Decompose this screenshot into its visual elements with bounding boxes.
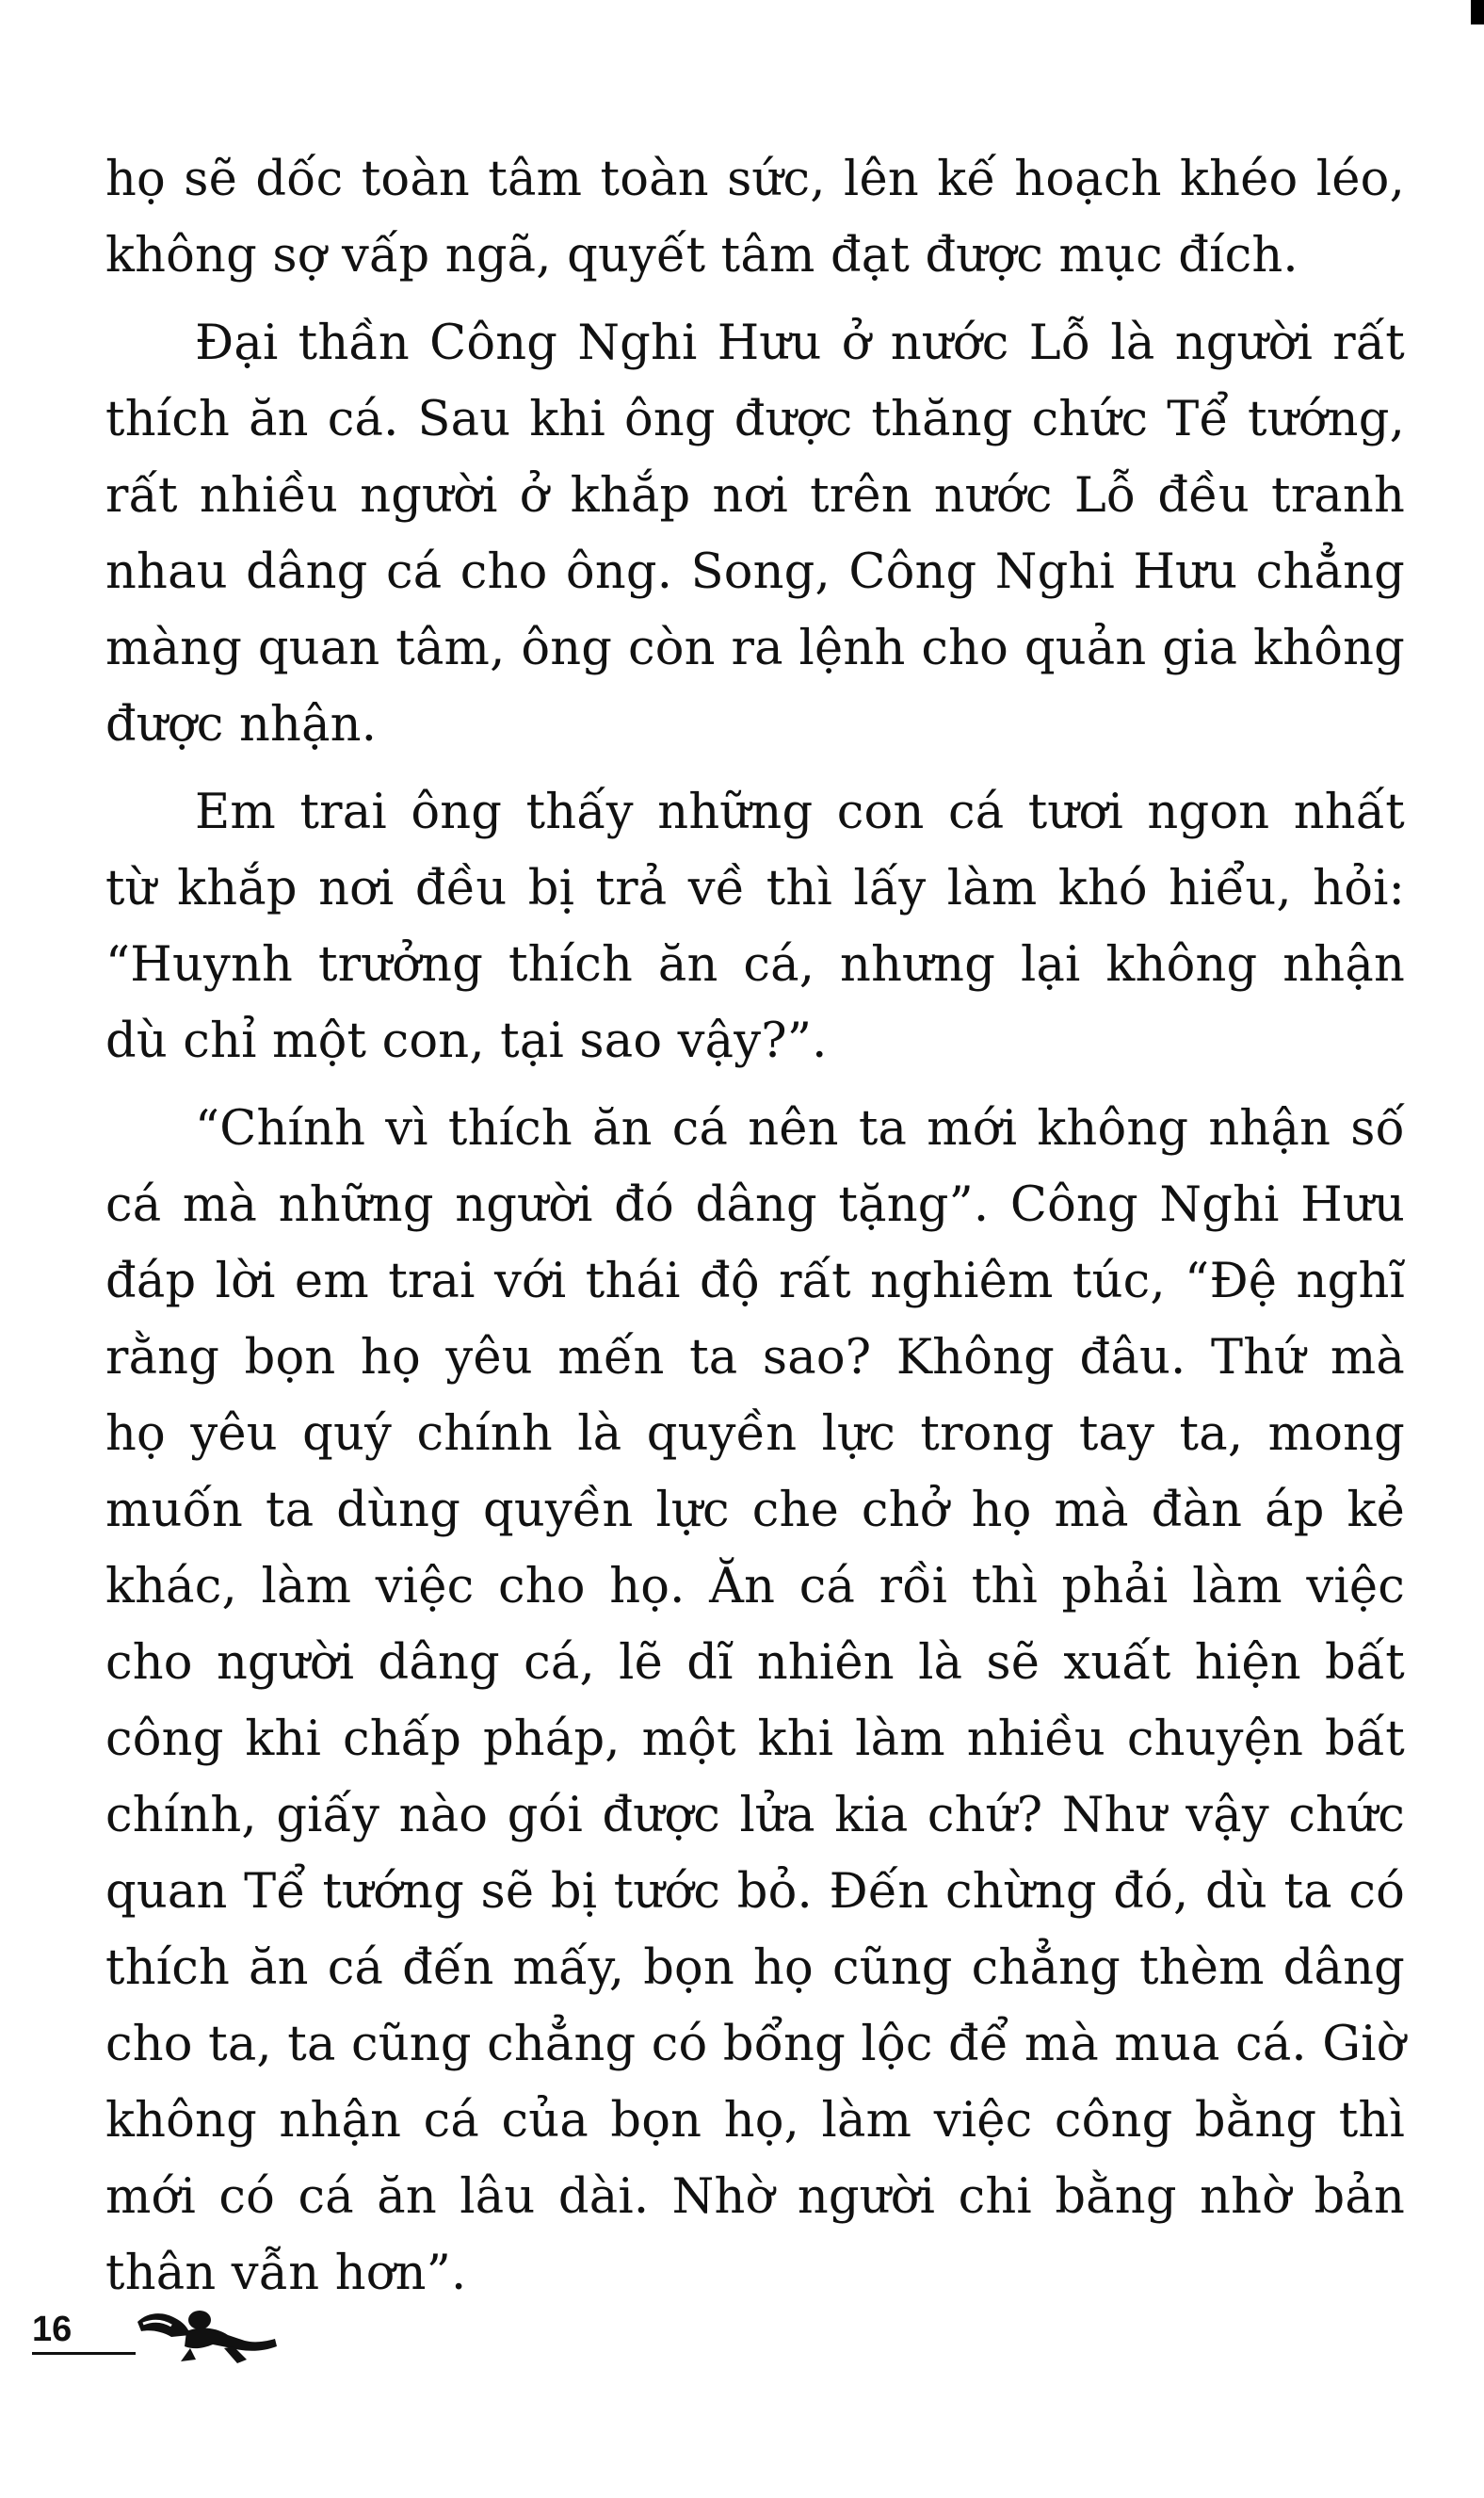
text-line: rất nhiều người ở khắp nơi trên nước Lỗ đều tranh (105, 468, 1405, 524)
text-line: Đại thần Công Nghi Hưu ở nước Lỗ là người rất (195, 316, 1405, 371)
text-line: thích ăn cá. Sau khi ông được thăng chức Tể tướng, (105, 392, 1405, 447)
text-line: chính, giấy nào gói được lửa kia chứ? Như vậy chức (105, 1788, 1405, 1843)
runner-figure-icon (134, 2294, 284, 2369)
text-line: cá mà những người đó dâng tặng”. Công Nghi Hưu (105, 1177, 1405, 1233)
text-line: muốn ta dùng quyền lực che chở họ mà đàn áp kẻ (105, 1483, 1405, 1538)
paragraph-4 (105, 1091, 1405, 2311)
text-line: “Huynh trưởng thích ăn cá, nhưng lại không nhận (105, 937, 1405, 993)
footer-rule (32, 2352, 136, 2355)
paragraph-1 (105, 141, 1405, 294)
text-line: họ sẽ dốc toàn tâm toàn sức, lên kế hoạch khéo léo, (105, 152, 1405, 207)
text-line: không nhận cá của bọn họ, làm việc công bằng thì (105, 2093, 1405, 2149)
text-line: khác, làm việc cho họ. Ăn cá rồi thì phải làm việc (105, 1559, 1405, 1614)
text-line: nhau dâng cá cho ông. Song, Công Nghi Hưu chẳng (105, 544, 1405, 600)
paragraph-2 (105, 305, 1405, 763)
text-line: đáp lời em trai với thái độ rất nghiêm túc, “Đệ nghĩ (105, 1254, 1405, 1309)
text-line: cho người dâng cá, lẽ dĩ nhiên là sẽ xuất hiện bất (105, 1635, 1405, 1691)
text-line: Em trai ông thấy những con cá tươi ngon nhất (195, 785, 1405, 840)
text-line: thân vẫn hơn”. (105, 2246, 467, 2301)
text-line: họ yêu quý chính là quyền lực trong tay ta, mong (105, 1406, 1405, 1462)
paragraph-3 (105, 774, 1405, 1079)
scan-edge-mark (1471, 0, 1484, 24)
text-line: “Chính vì thích ăn cá nên ta mới không nhận số (195, 1101, 1405, 1157)
text-line: màng quan tâm, ông còn ra lệnh cho quản gia không (105, 621, 1405, 676)
text-line: từ khắp nơi đều bị trả về thì lấy làm khó hiểu, hỏi: (105, 861, 1405, 916)
text-line: dù chỉ một con, tại sao vậy?”. (105, 1014, 828, 1069)
page-footer (32, 2294, 277, 2369)
text-line: không sợ vấp ngã, quyết tâm đạt được mục đích. (105, 228, 1298, 284)
text-line: rằng bọn họ yêu mến ta sao? Không đâu. Thứ mà (105, 1330, 1405, 1386)
body-text (105, 141, 1405, 2323)
page-number: 16 (32, 2310, 73, 2349)
text-line: được nhận. (105, 697, 378, 753)
text-line: mới có cá ăn lâu dài. Nhờ người chi bằng nhờ bản (105, 2169, 1405, 2225)
text-line: công khi chấp pháp, một khi làm nhiều chuyện bất (105, 1711, 1405, 1767)
text-line: quan Tể tướng sẽ bị tước bỏ. Đến chừng đó, dù ta có (105, 1864, 1405, 1920)
text-line: cho ta, ta cũng chẳng có bổng lộc để mà mua cá. Giờ (105, 2017, 1406, 2072)
text-line: thích ăn cá đến mấy, bọn họ cũng chẳng thèm dâng (105, 1940, 1405, 1996)
